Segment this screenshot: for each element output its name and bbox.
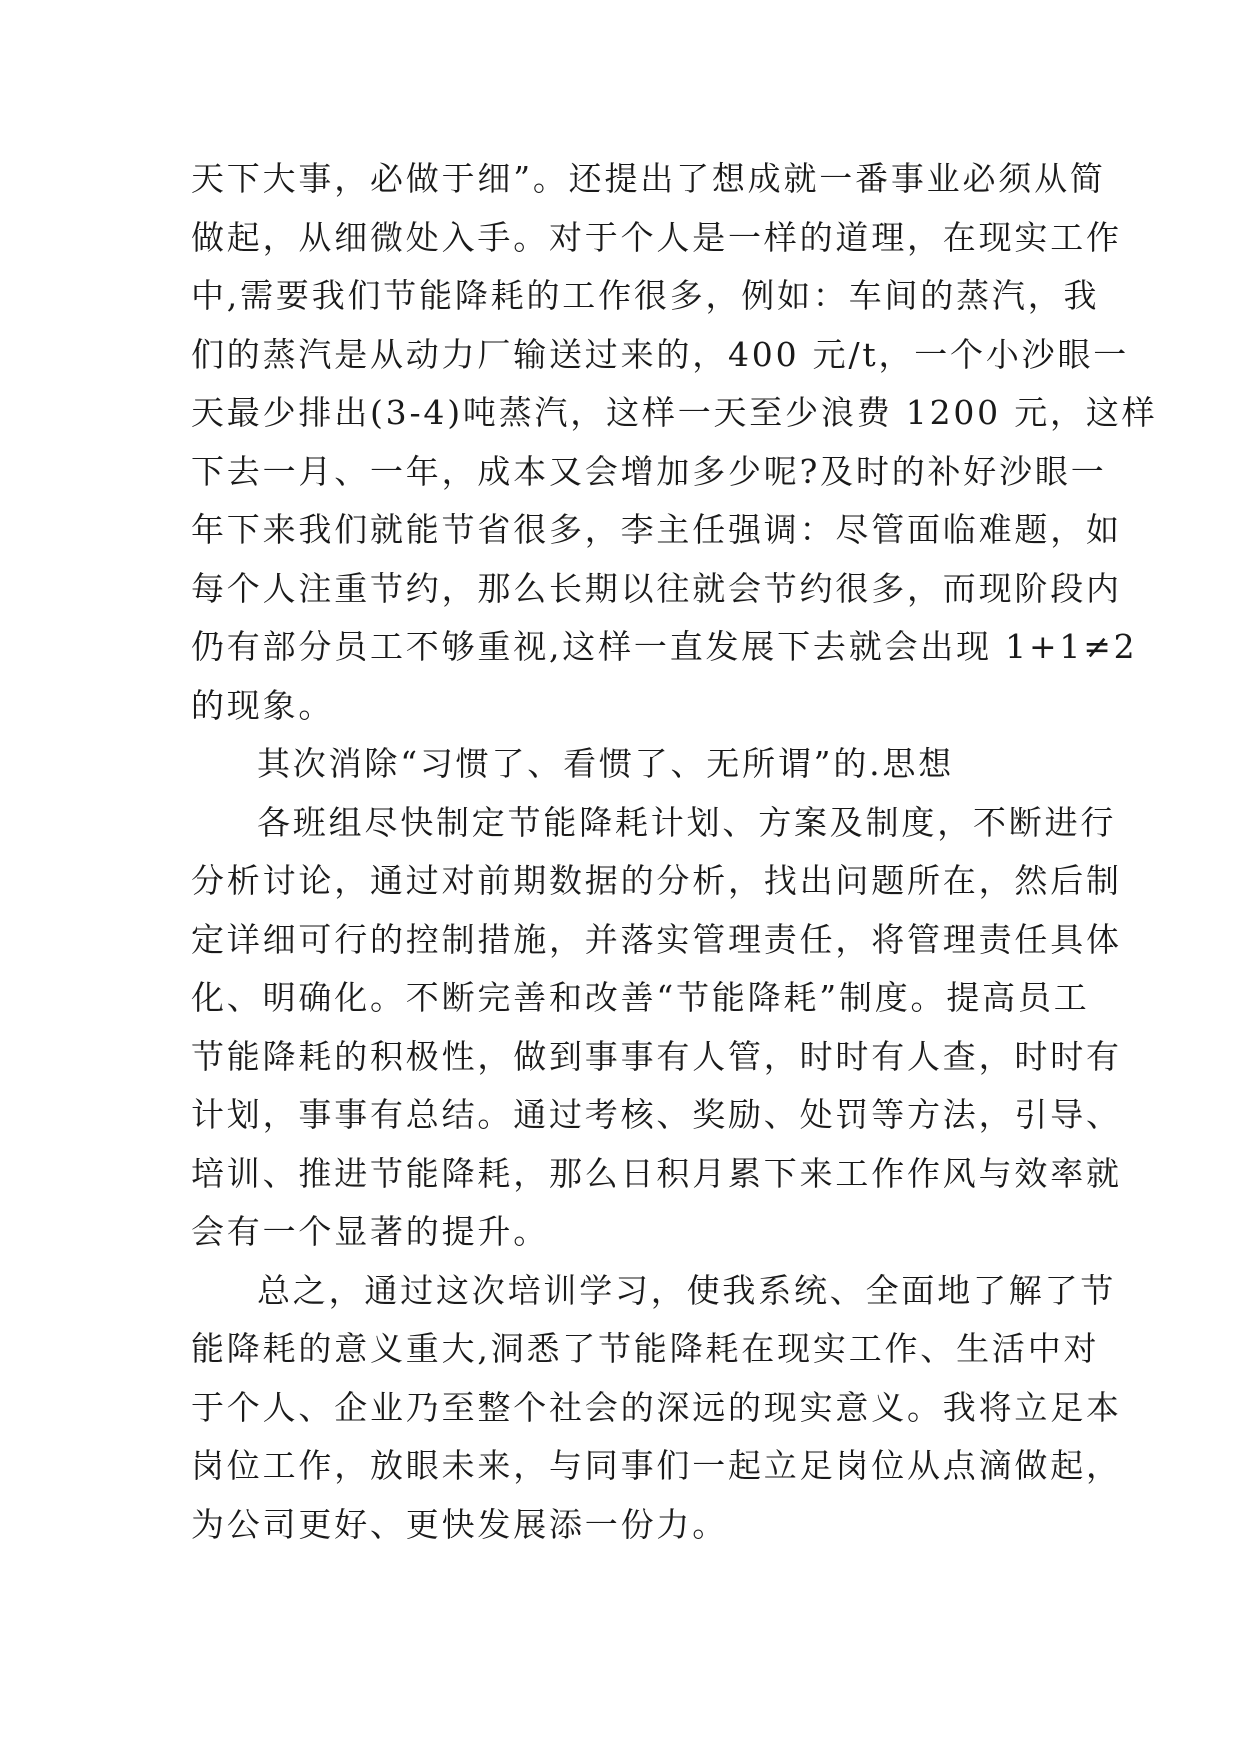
text-line: 年下来我们就能节省很多，李主任强调：尽管面临难题，如	[191, 510, 1122, 549]
text-line: 的现象。	[191, 685, 335, 725]
text-line: 会有一个显著的提升。	[191, 1212, 549, 1251]
text-line: 总之，通过这次培训学习，使我系统、全面地了解了节	[257, 1270, 1117, 1310]
text-line: 培训、推进节能降耗，那么日积月累下来工作作风与效率就	[191, 1153, 1122, 1193]
text-line: 仍有部分员工不够重视,这样一直发展下去就会出现 1+1≠2	[191, 627, 1138, 666]
text-line: 们的蒸汽是从动力厂输送过来的，400 元/t，一个小沙眼一	[191, 334, 1130, 374]
text-line: 每个人注重节约，那么长期以往就会节约很多，而现阶段内	[191, 568, 1122, 608]
text-line: 做起，从细微处入手。对于个人是一样的道理，在现实工作	[191, 217, 1122, 257]
text-line: 中,需要我们节能降耗的工作很多，例如：车间的蒸汽，我	[191, 276, 1100, 315]
text-line: 分析讨论，通过对前期数据的分析，找出问题所在，然后制	[191, 861, 1122, 900]
text-line: 天下大事，必做于细”。还提出了想成就一番事业必须从简	[191, 159, 1106, 198]
text-line: 计划，事事有总结。通过考核、奖励、处罚等方法，引导、	[191, 1095, 1122, 1134]
text-line: 于个人、企业乃至整个社会的深远的现实意义。我将立足本	[191, 1387, 1122, 1427]
text-line: 为公司更好、更快发展添一份力。	[191, 1504, 728, 1544]
document-body	[191, 150, 1158, 1554]
text-line: 下去一月、一年，成本又会增加多少呢?及时的补好沙眼一	[191, 451, 1107, 491]
text-line: 天最少排出(3-4)吨蒸汽，这样一天至少浪费 1200 元，这样	[191, 393, 1158, 432]
paragraph-3	[191, 794, 1122, 1262]
paragraph-1	[191, 150, 1158, 735]
text-line: 定详细可行的控制措施，并落实管理责任，将管理责任具体	[191, 919, 1122, 959]
text-line: 岗位工作，放眼未来，与同事们一起立足岗位从点滴做起，	[191, 1446, 1122, 1485]
text-line: 其次消除“习惯了、看惯了、无所谓”的.思想	[257, 744, 955, 783]
paragraph-2-heading	[191, 735, 1071, 794]
text-line: 节能降耗的积极性，做到事事有人管，时时有人查，时时有	[191, 1036, 1122, 1076]
text-line: 能降耗的意义重大,洞悉了节能降耗在现实工作、生活中对	[191, 1329, 1100, 1368]
text-line: 化、明确化。不断完善和改善“节能降耗”制度。提高员工	[191, 978, 1090, 1017]
text-line: 各班组尽快制定节能降耗计划、方案及制度，不断进行	[257, 802, 1117, 842]
paragraph-4	[191, 1262, 1122, 1555]
